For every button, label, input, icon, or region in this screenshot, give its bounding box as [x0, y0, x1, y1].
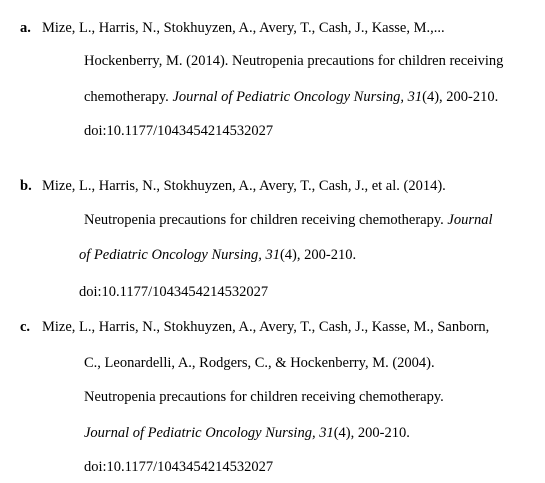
line-text: Neutropenia precautions for children receiving chemotherapy.: [84, 212, 448, 228]
journal-title: of Pediatric Oncology Nursing, 31: [79, 247, 280, 263]
reference-line: [79, 246, 356, 264]
doi: doi:10.1177/1043454214532027: [79, 284, 269, 300]
line-text: chemotherapy.: [84, 89, 173, 105]
doi: doi:10.1177/1043454214532027: [84, 459, 274, 475]
reference-marker: c.: [20, 319, 31, 335]
reference-marker: b.: [20, 178, 32, 194]
reference-line: Mize, L., Harris, N., Stokhuyzen, A., Avery, T., Cash, J., et al. (2014).: [42, 178, 446, 194]
reference-marker: a.: [20, 20, 31, 36]
reference-line: Neutropenia precautions for children receiving chemotherapy.: [84, 389, 444, 405]
doi: doi:10.1177/1043454214532027: [84, 123, 274, 139]
reference-line: C., Leonardelli, A., Rodgers, C., & Hockenberry, M. (2004).: [84, 355, 435, 371]
line-text: (4), 200-210.: [279, 247, 357, 263]
reference-line: [84, 424, 410, 442]
reference-line: Mize, L., Harris, N., Stokhuyzen, A., Avery, T., Cash, J., Kasse, M.,...: [42, 20, 445, 36]
reference-line: Mize, L., Harris, N., Stokhuyzen, A., Avery, T., Cash, J., Kasse, M., Sanborn,: [42, 319, 490, 335]
journal-title: Journal: [447, 212, 493, 228]
line-text: (4), 200-210.: [422, 89, 499, 105]
line-text: (4), 200-210.: [333, 425, 410, 441]
reference-line: Hockenberry, M. (2014). Neutropenia precautions for children receiving: [84, 53, 504, 69]
reference-line: [84, 88, 498, 106]
reference-line: [84, 211, 493, 229]
journal-title: Journal of Pediatric Oncology Nursing, 31: [84, 425, 334, 441]
journal-title: Journal of Pediatric Oncology Nursing, 31: [172, 89, 423, 105]
